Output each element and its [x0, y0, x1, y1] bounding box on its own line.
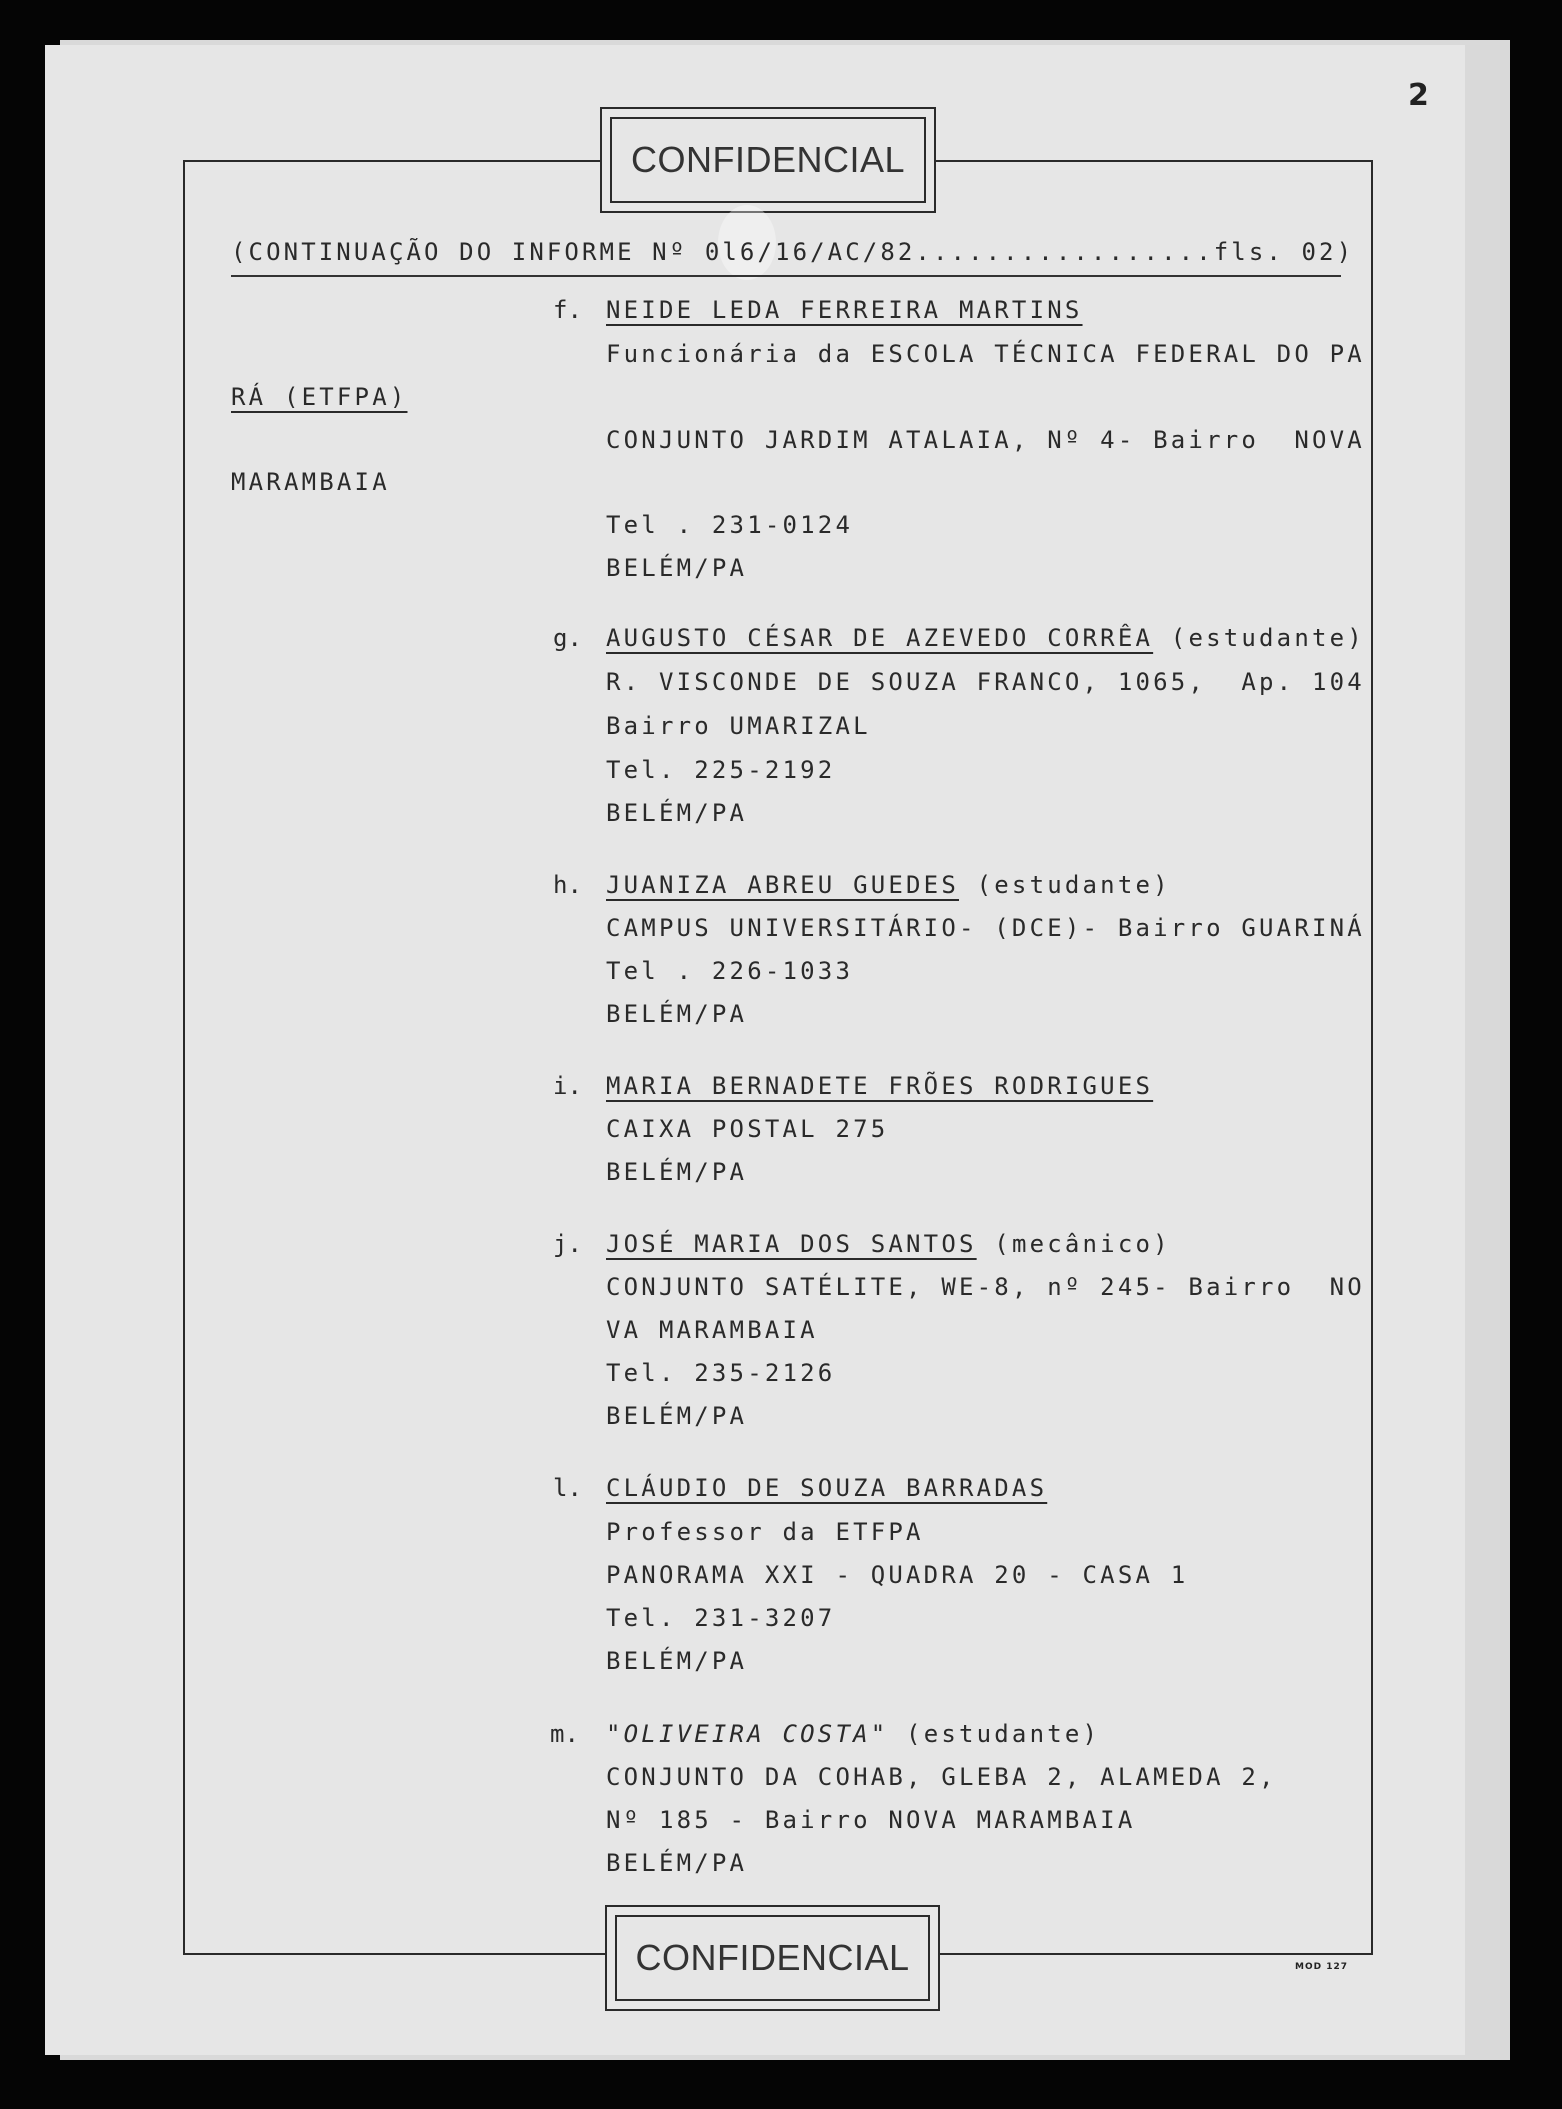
- entry-l-line-4: BELÉM/PA: [606, 1647, 748, 1675]
- entry-m-line-3: BELÉM/PA: [606, 1849, 748, 1877]
- entry-f-line-3: CONJUNTO JARDIM ATALAIA, Nº 4- Bairro NOVA: [606, 426, 1365, 454]
- person-name: JOSÉ MARIA DOS SANTOS: [606, 1230, 977, 1258]
- entry-g-line-3: Tel. 225-2192: [606, 756, 836, 784]
- person-name: AUGUSTO CÉSAR DE AZEVEDO CORRÊA: [606, 624, 1154, 652]
- person-name: JUANIZA ABREU GUEDES: [606, 871, 959, 899]
- entry-l-name: [606, 1476, 1047, 1500]
- entry-f-line-1: Funcionária da ESCOLA TÉCNICA FEDERAL DO PA: [606, 340, 1365, 368]
- entry-j-letter: j.: [553, 1230, 582, 1258]
- entry-j-name: [606, 1232, 1171, 1256]
- entry-l-line-3: Tel. 231-3207: [606, 1604, 836, 1632]
- stamp-label: CONFIDENCIAL: [610, 117, 926, 203]
- person-name: NEIDE LEDA FERREIRA MARTINS: [606, 296, 1083, 324]
- entry-m-name: [606, 1722, 1100, 1746]
- entry-i-letter: i.: [553, 1072, 582, 1100]
- entry-g-letter: g.: [553, 624, 582, 652]
- entry-l-line-2: PANORAMA XXI - QUADRA 20 - CASA 1: [606, 1561, 1189, 1589]
- confidential-stamp-top: [600, 107, 936, 213]
- entry-f-line-4: MARAMBAIA: [231, 468, 390, 496]
- entry-h-line-1: CAMPUS UNIVERSITÁRIO- (DCE)- Bairro GUARINÁ: [606, 914, 1365, 942]
- entry-h-line-2: Tel . 226-1033: [606, 957, 854, 985]
- entry-j-line-4: BELÉM/PA: [606, 1402, 748, 1430]
- person-name: CLÁUDIO DE SOUZA BARRADAS: [606, 1474, 1048, 1502]
- form-code: MOD 127: [1295, 1962, 1348, 1972]
- entry-j-line-3: Tel. 235-2126: [606, 1359, 836, 1387]
- entry-j-line-2: VA MARAMBAIA: [606, 1316, 818, 1344]
- entry-g-name: [606, 626, 1365, 650]
- document-header: (CONTINUAÇÃO DO INFORME Nº 0l6/16/AC/82.................fls. 02): [231, 238, 1355, 266]
- entry-f-line-5: Tel . 231-0124: [606, 511, 854, 539]
- page-number: 2: [1408, 78, 1429, 113]
- entry-g-line-2: Bairro UMARIZAL: [606, 712, 871, 740]
- entry-l-line-1: Professor da ETFPA: [606, 1518, 924, 1546]
- entry-m-letter: m.: [550, 1720, 579, 1748]
- entry-i-line-1: CAIXA POSTAL 275: [606, 1115, 889, 1143]
- entry-i-name: [606, 1074, 1153, 1098]
- entry-m-line-2: Nº 185 - Bairro NOVA MARAMBAIA: [606, 1806, 1136, 1834]
- stamp-label: CONFIDENCIAL: [615, 1915, 930, 2001]
- person-role: (estudante): [958, 871, 1171, 899]
- entry-j-line-1: CONJUNTO SATÉLITE, WE-8, nº 245- Bairro NO: [606, 1273, 1365, 1301]
- entry-f-line-6: BELÉM/PA: [606, 554, 748, 582]
- entry-h-name: [606, 873, 1171, 897]
- confidential-stamp-bottom: [605, 1905, 940, 2011]
- entry-l-letter: l.: [553, 1474, 582, 1502]
- entry-f-name: [606, 298, 1083, 322]
- entry-i-line-2: BELÉM/PA: [606, 1158, 748, 1186]
- entry-f-letter: f.: [553, 296, 582, 324]
- entry-h-line-3: BELÉM/PA: [606, 1000, 748, 1028]
- person-role: (mecânico): [976, 1230, 1171, 1258]
- entry-m-line-1: CONJUNTO DA COHAB, GLEBA 2, ALAMEDA 2,: [606, 1763, 1277, 1791]
- person-role: (estudante): [888, 1720, 1101, 1748]
- entry-g-line-1: R. VISCONDE DE SOUZA FRANCO, 1065, Ap. 104: [606, 668, 1365, 696]
- entry-f-line-2: RÁ (ETFPA): [231, 383, 408, 411]
- header-rule: [231, 275, 1341, 277]
- entry-h-letter: h.: [553, 871, 582, 899]
- person-name: MARIA BERNADETE FRÕES RODRIGUES: [606, 1072, 1154, 1100]
- entry-g-line-4: BELÉM/PA: [606, 799, 748, 827]
- person-name: "OLIVEIRA COSTA": [606, 1720, 889, 1748]
- person-role: (estudante): [1153, 624, 1365, 652]
